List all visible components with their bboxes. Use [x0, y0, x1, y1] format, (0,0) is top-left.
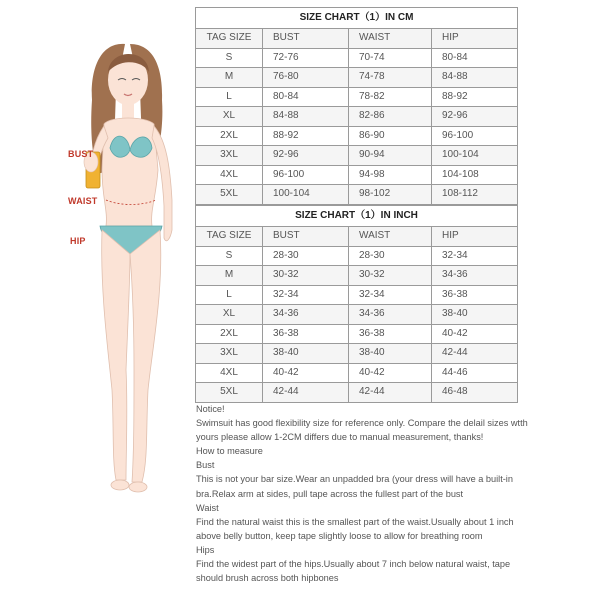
table-row — [196, 285, 518, 305]
cm-header-bust: BUST — [263, 29, 349, 49]
table-cell: 3XL — [196, 344, 263, 364]
table-cell: 34-36 — [263, 305, 349, 325]
cm-table-header-row — [196, 29, 518, 49]
size-chart-cm-table — [195, 7, 518, 205]
inch-header-bust: BUST — [263, 227, 349, 247]
table-cell: 38-40 — [349, 344, 432, 364]
table-cell: 82-86 — [349, 107, 432, 127]
table-cell: 34-36 — [349, 305, 432, 325]
note-line: above belly button, keep tape slightly loose to allow for breathing room — [196, 530, 483, 541]
table-cell: 5XL — [196, 383, 263, 403]
inch-header-waist: WAIST — [349, 227, 432, 247]
table-cell: 5XL — [196, 185, 263, 205]
model-illustration — [30, 30, 200, 500]
table-cell: 70-74 — [349, 48, 432, 68]
inch-table-title: SIZE CHART（1）IN INCH — [196, 206, 518, 227]
table-cell: 84-88 — [432, 68, 518, 88]
table-cell: 92-96 — [263, 146, 349, 166]
table-row — [196, 48, 518, 68]
table-cell: 2XL — [196, 126, 263, 146]
table-row — [196, 87, 518, 107]
table-cell: 80-84 — [263, 87, 349, 107]
note-line: Find the widest part of the hips.Usually about 7 inch below natural waist, tape — [196, 559, 511, 570]
table-cell: 4XL — [196, 165, 263, 185]
table-cell: L — [196, 87, 263, 107]
table-cell: 96-100 — [263, 165, 349, 185]
table-cell: 38-40 — [263, 344, 349, 364]
hip-label: HIP — [70, 236, 86, 246]
table-row — [196, 344, 518, 364]
table-cell: L — [196, 285, 263, 305]
cm-header-waist: WAIST — [349, 29, 432, 49]
inch-table-header-row — [196, 227, 518, 247]
table-cell: XL — [196, 107, 263, 127]
bust-label: BUST — [68, 149, 94, 159]
table-cell: 42-44 — [263, 383, 349, 403]
note-line: Notice! — [196, 404, 225, 414]
table-cell: 104-108 — [432, 165, 518, 185]
note-line: Find the natural waist this is the smallest part of the waist.Usually about 1 inch — [196, 516, 514, 527]
measurement-notes — [196, 402, 536, 585]
table-cell: 44-46 — [432, 363, 518, 383]
cm-table-title: SIZE CHART（1）IN CM — [196, 8, 518, 29]
table-cell: M — [196, 266, 263, 286]
inch-table-body — [196, 246, 518, 402]
table-cell: M — [196, 68, 263, 88]
table-cell: S — [196, 246, 263, 266]
table-cell: 28-30 — [263, 246, 349, 266]
table-cell: 72-76 — [263, 48, 349, 68]
cm-header-hip: HIP — [432, 29, 518, 49]
table-cell: 30-32 — [349, 266, 432, 286]
table-row — [196, 246, 518, 266]
note-line: Waist — [196, 502, 219, 513]
table-cell: 74-78 — [349, 68, 432, 88]
table-row — [196, 146, 518, 166]
note-line: This is not your bar size.Wear an unpadded bra (your dress will have a built-in — [196, 474, 513, 485]
table-cell: 34-36 — [432, 266, 518, 286]
table-cell: 36-38 — [263, 324, 349, 344]
note-line: Bust — [196, 460, 215, 471]
table-cell: 38-40 — [432, 305, 518, 325]
table-cell: 30-32 — [263, 266, 349, 286]
table-cell: 42-44 — [432, 344, 518, 364]
table-row — [196, 266, 518, 286]
table-cell: 100-104 — [263, 185, 349, 205]
table-cell: XL — [196, 305, 263, 325]
table-row — [196, 305, 518, 325]
table-cell: 84-88 — [263, 107, 349, 127]
table-cell: 4XL — [196, 363, 263, 383]
cm-header-tag-size: TAG SIZE — [196, 29, 263, 49]
inch-header-hip: HIP — [432, 227, 518, 247]
table-cell: 3XL — [196, 146, 263, 166]
table-cell: 42-44 — [349, 383, 432, 403]
table-row — [196, 126, 518, 146]
table-row — [196, 185, 518, 205]
note-line: bra.Relax arm at sides, pull tape across the fullest part of the bust — [196, 488, 464, 499]
note-line: should brush across both hipbones — [196, 573, 339, 584]
table-cell: 40-42 — [432, 324, 518, 344]
table-row — [196, 68, 518, 88]
table-cell: 32-34 — [432, 246, 518, 266]
table-cell: 78-82 — [349, 87, 432, 107]
model-figure-image — [30, 30, 200, 500]
table-row — [196, 165, 518, 185]
table-cell: 32-34 — [349, 285, 432, 305]
table-cell: 92-96 — [432, 107, 518, 127]
table-row — [196, 324, 518, 344]
table-cell: 98-102 — [349, 185, 432, 205]
table-cell: 40-42 — [349, 363, 432, 383]
table-cell: 46-48 — [432, 383, 518, 403]
table-row — [196, 363, 518, 383]
table-cell: 90-94 — [349, 146, 432, 166]
note-line: Swimsuit has good flexibility size for reference only. Compare the delail sizes wtth — [196, 418, 528, 429]
table-cell: 36-38 — [432, 285, 518, 305]
table-cell: 76-80 — [263, 68, 349, 88]
table-cell: 36-38 — [349, 324, 432, 344]
table-cell: 100-104 — [432, 146, 518, 166]
table-cell: 2XL — [196, 324, 263, 344]
table-row — [196, 383, 518, 403]
table-cell: 108-112 — [432, 185, 518, 205]
table-cell: 96-100 — [432, 126, 518, 146]
table-cell: 86-90 — [349, 126, 432, 146]
waist-label: WAIST — [68, 196, 98, 206]
table-cell: 80-84 — [432, 48, 518, 68]
table-cell: 94-98 — [349, 165, 432, 185]
size-chart-inch-table — [195, 205, 518, 403]
table-cell: S — [196, 48, 263, 68]
table-cell: 28-30 — [349, 246, 432, 266]
cm-table-body — [196, 48, 518, 204]
note-line: yours please allow 1-2CM differs due to manual measurement, thanks! — [196, 432, 484, 443]
table-cell: 32-34 — [263, 285, 349, 305]
note-line: How to measure — [196, 446, 263, 457]
inch-header-tag-size: TAG SIZE — [196, 227, 263, 247]
table-cell: 88-92 — [263, 126, 349, 146]
table-row — [196, 107, 518, 127]
table-cell: 88-92 — [432, 87, 518, 107]
note-line: Hips — [196, 544, 215, 555]
table-cell: 40-42 — [263, 363, 349, 383]
